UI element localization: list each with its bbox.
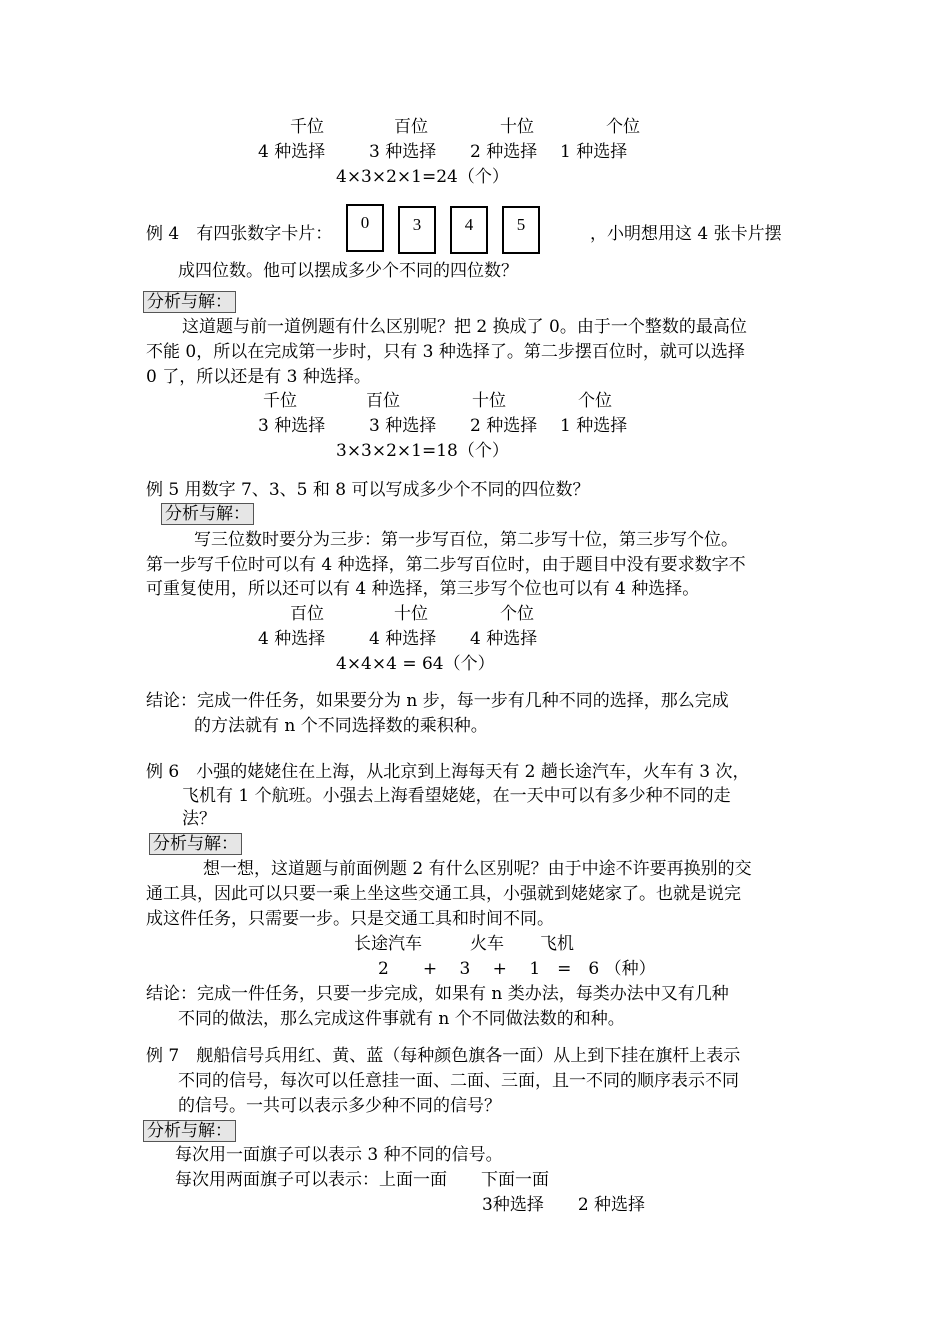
paragraph: 3种选择 2 种选择 <box>482 1195 646 1215</box>
analysis-label: 分析与解： <box>143 1120 236 1142</box>
formula: 2 + 3 + 1 = 6 （种） <box>378 959 656 979</box>
choice-count: 4 种选择 <box>369 629 437 649</box>
example-4-title-line2: 成四位数。他可以摆成多少个不同的四位数？ <box>178 261 518 281</box>
digit-card: 5 <box>502 206 540 254</box>
choice-count: 3 种选择 <box>369 416 437 436</box>
example-4-title: 例 4 有四张数字卡片： <box>146 224 333 244</box>
table-header-ones: 个位 <box>578 391 612 411</box>
choice-count: 3 种选择 <box>258 416 326 436</box>
example-7-title-line2: 不同的信号，每次可以任意挂一面、二面、三面，且一不同的顺序表示不同 <box>178 1071 739 1091</box>
choice-count: 4 种选择 <box>258 629 326 649</box>
paragraph: 这道题与前一道例题有什么区别呢？把 2 换成了 0。由于一个整数的最高位 <box>182 317 747 337</box>
transport-bus: 长途汽车 <box>354 934 422 954</box>
example-6-title-line2: 飞机有 1 个航班。小强去上海看望姥姥，在一天中可以有多少种不同的走 <box>182 786 731 806</box>
table-header-hundreds: 百位 <box>366 391 400 411</box>
table-header-thousands: 千位 <box>263 391 297 411</box>
example-4-title-cont: ，小明想用这 4 张卡片摆 <box>590 224 782 244</box>
paragraph: 成这件任务，只需要一步。只是交通工具和时间不同。 <box>146 909 554 929</box>
formula: 3×3×2×1=18（个） <box>336 441 509 461</box>
digit-card: 0 <box>346 204 384 252</box>
conclusion: 结论：完成一件任务，如果要分为 n 步，每一步有几种不同的选择，那么完成 <box>146 691 729 711</box>
example-7-title: 例 7 舰船信号兵用红、黄、蓝（每种颜色旗各一面）从上到下挂在旗杆上表示 <box>146 1046 741 1066</box>
choice-count: 1 种选择 <box>560 416 628 436</box>
conclusion: 不同的做法，那么完成这件事就有 n 个不同做法数的和种。 <box>178 1009 625 1029</box>
digit-card: 4 <box>450 206 488 254</box>
transport-plane: 飞机 <box>540 934 574 954</box>
choice-count: 2 种选择 <box>470 416 538 436</box>
formula: 4×4×4 = 64（个） <box>336 654 495 674</box>
paragraph: 不能 0，所以在完成第一步时，只有 3 种选择了。第二步摆百位时，就可以选择 <box>146 342 745 362</box>
paragraph: 通工具，因此可以只要一乘上坐这些交通工具，小强就到姥姥家了。也就是说完 <box>146 884 741 904</box>
table-header-ones: 个位 <box>500 604 534 624</box>
choice-count: 2 种选择 <box>470 142 538 162</box>
conclusion: 结论：完成一件任务，只要一步完成，如果有 n 类办法，每类办法中又有几种 <box>146 984 729 1004</box>
analysis-label: 分析与解： <box>149 833 242 855</box>
conclusion: 的方法就有 n 个不同选择数的乘积种。 <box>194 716 488 736</box>
paragraph: 想一想，这道题与前面例题 2 有什么区别呢？由于中途不许要再换别的交 <box>203 859 752 879</box>
transport-train: 火车 <box>470 934 504 954</box>
paragraph: 写三位数时要分为三步：第一步写百位，第二步写十位，第三步写个位。 <box>194 530 738 550</box>
table-header-thousands: 千位 <box>290 117 324 137</box>
paragraph: 可重复使用，所以还可以有 4 种选择，第三步写个位也可以有 4 种选择。 <box>146 579 700 599</box>
analysis-label: 分析与解： <box>143 291 236 313</box>
table-header-ones: 个位 <box>606 117 640 137</box>
paragraph: 每次用一面旗子可以表示 3 种不同的信号。 <box>175 1145 503 1165</box>
analysis-label: 分析与解： <box>161 503 254 525</box>
paragraph: 0 了，所以还是有 3 种选择。 <box>146 367 371 387</box>
choice-count: 3 种选择 <box>369 142 437 162</box>
formula: 4×3×2×1=24（个） <box>336 167 509 187</box>
paragraph: 每次用两面旗子可以表示：上面一面 下面一面 <box>175 1170 549 1190</box>
table-header-hundreds: 百位 <box>394 117 428 137</box>
paragraph: 第一步写千位时可以有 4 种选择，第二步写百位时，由于题目中没有要求数字不 <box>146 555 746 575</box>
choice-count: 1 种选择 <box>560 142 628 162</box>
choice-count: 4 种选择 <box>470 629 538 649</box>
table-header-hundreds: 百位 <box>290 604 324 624</box>
choice-count: 4 种选择 <box>258 142 326 162</box>
table-header-tens: 十位 <box>472 391 506 411</box>
example-7-title-line3: 的信号。一共可以表示多少种不同的信号？ <box>178 1096 501 1116</box>
example-6-title: 例 6 小强的姥姥住在上海，从北京到上海每天有 2 趟长途汽车，火车有 3 次， <box>146 762 750 782</box>
table-header-tens: 十位 <box>394 604 428 624</box>
table-header-tens: 十位 <box>500 117 534 137</box>
example-5-title: 例 5 用数字 7、3、5 和 8 可以写成多少个不同的四位数？ <box>146 480 590 500</box>
digit-card: 3 <box>398 206 436 254</box>
example-6-title-line3: 法？ <box>182 809 216 829</box>
